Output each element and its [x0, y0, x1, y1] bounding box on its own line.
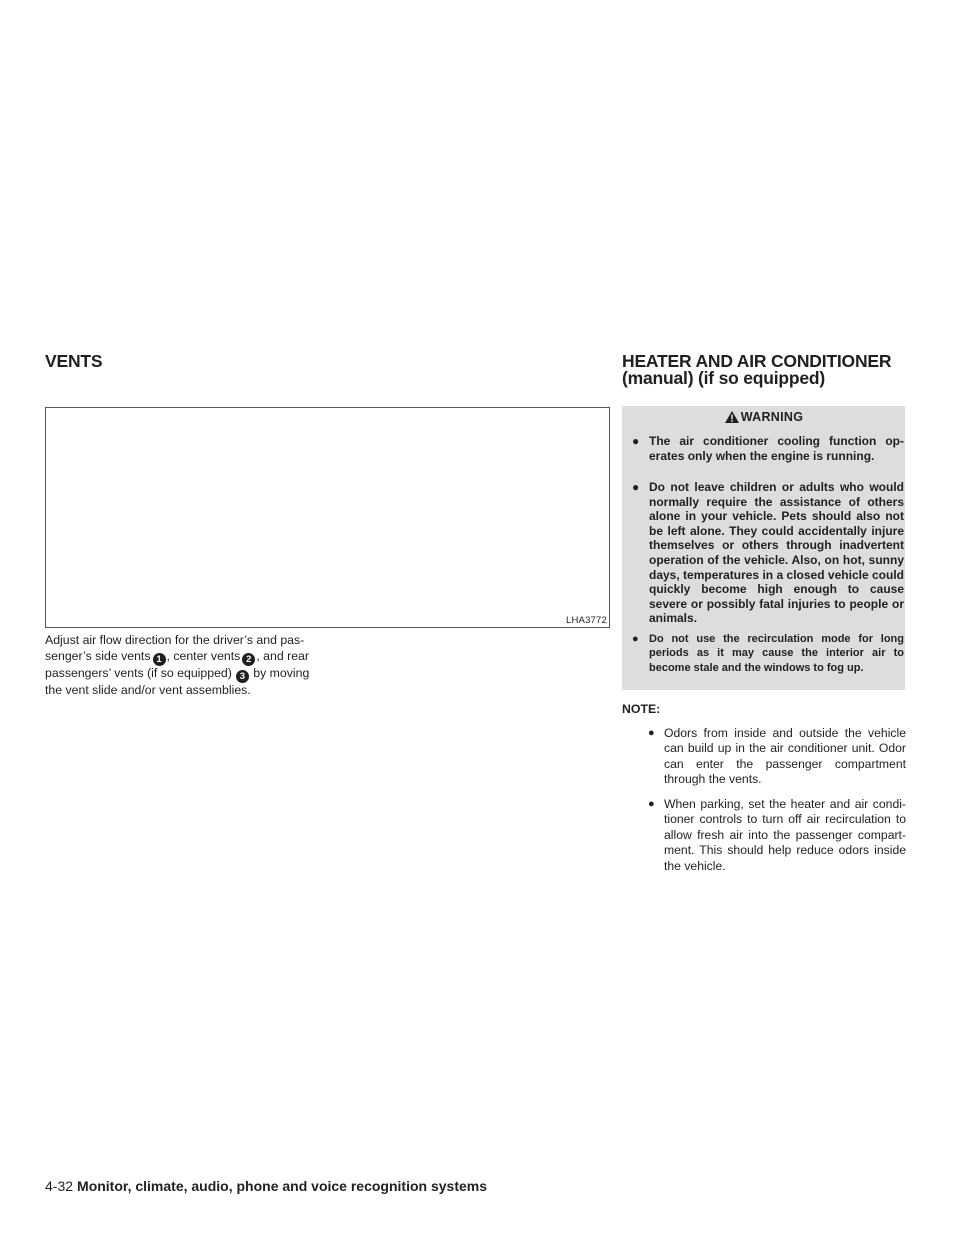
section-heading-vents: VENTS [45, 351, 103, 371]
vents-line-4 [45, 683, 335, 699]
note-item [648, 797, 906, 874]
marker-1: 1 [153, 653, 166, 666]
note-item-text: Odors from inside and outside the vehicle can build up in the air conditioner unit. Odor can enter the passenger compartment through the vents. [664, 726, 906, 787]
page-number: 4-32 [45, 1178, 74, 1194]
bullet: ● [648, 798, 655, 810]
warning-header [622, 406, 905, 428]
note-item [648, 726, 906, 788]
vents-text: , and rear [256, 648, 309, 663]
figure-code: LHA3772 [565, 615, 607, 626]
bullet: ● [632, 633, 639, 645]
vents-text: the vent slide and/or vent assemblies. [45, 682, 251, 697]
warning-item [632, 480, 904, 626]
warning-item [632, 434, 904, 463]
vents-paragraph [45, 633, 335, 698]
vents-text: senger’s side vents [45, 648, 151, 663]
vents-figure [45, 407, 610, 628]
vents-line-3 [45, 666, 335, 683]
vents-text: , center vents [166, 648, 241, 663]
bullet: ● [632, 434, 640, 448]
bullet: ● [648, 727, 655, 739]
warning-item-text: Do not leave children or adults who would normally require the assistance of others alone in your vehicle. Pets should also not be left alone. They could accidentally injure themselves or others through inadvertent operation of the vehicle. Also, on hot, sunny days, temperatures in a closed vehicle could quickly become high enough to cause severe or possibly fatal injuries to people or animals. [649, 480, 904, 626]
heater-heading-line2: (manual) (if so equipped) [622, 368, 826, 388]
vents-line-2 [45, 649, 335, 666]
note-label: NOTE: [622, 702, 661, 716]
section-heading-heater [622, 353, 891, 387]
warning-item-text: Do not use the recirculation mode for long periods as it may cause the interior air to become stale and the windows to fog up. [649, 633, 904, 674]
page-footer [45, 1178, 487, 1194]
warning-title: WARNING [740, 410, 804, 424]
heater-heading-line1: HEATER AND AIR CONDITIONER [622, 351, 892, 371]
warning-triangle-icon [724, 410, 740, 424]
marker-2: 2 [242, 653, 255, 666]
vents-text: by moving [249, 665, 310, 680]
bullet: ● [632, 480, 640, 494]
vents-line-1 [45, 633, 335, 649]
marker-3: 3 [236, 670, 249, 683]
warning-item [632, 632, 904, 675]
vents-text: passengers’ vents (if so equipped) [45, 665, 232, 680]
note-item-text: When parking, set the heater and air condi- tioner controls to turn off air recirculation to allow fresh air into the passenger compart- ment. This should help reduce odors inside the vehicle. [664, 797, 906, 873]
warning-item-text: The air conditioner cooling function op- erates only when the engine is running. [649, 434, 904, 463]
chapter-title: Monitor, climate, audio, phone and voice recognition systems [77, 1178, 487, 1194]
vents-text: Adjust air flow direction for the driver’s and pas- [45, 633, 305, 647]
warning-box [622, 406, 905, 690]
